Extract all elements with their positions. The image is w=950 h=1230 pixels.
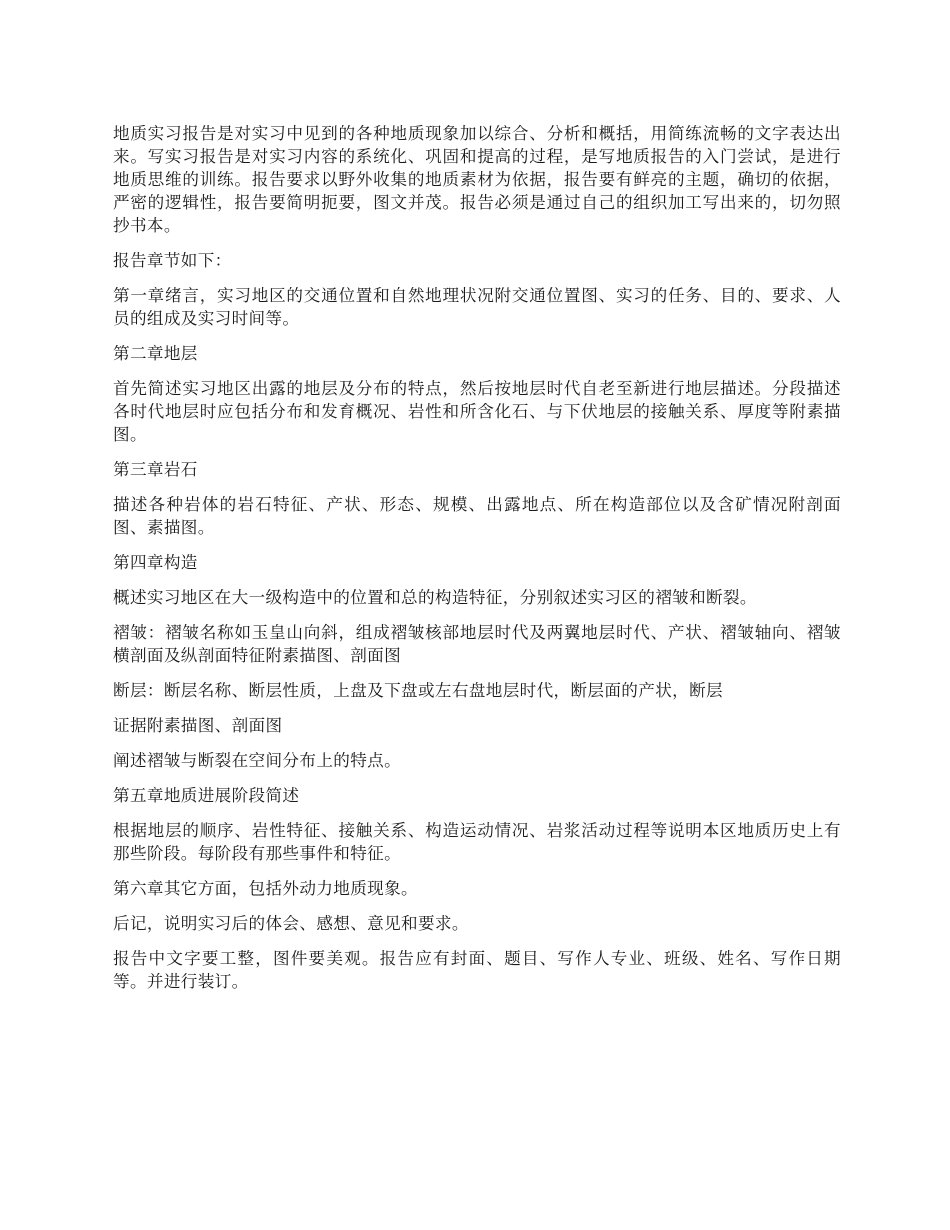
chapter-3-heading: 第三章岩石 <box>113 460 198 479</box>
chapter-2-heading: 第二章地层 <box>113 344 198 363</box>
chapter-5-heading: 第五章地质进展阶段简述 <box>113 786 300 805</box>
fault-evidence-paragraph: 证据附素描图、剖面图 <box>113 716 283 735</box>
chapter-1-paragraph: 第一章绪言，实习地区的交通位置和自然地理状况附交通位置图、实习的任务、目的、要求、人员的组成及实习时间等。 <box>113 286 841 328</box>
formatting-requirements-paragraph: 报告中文字要工整，图件要美观。报告应有封面、题目、写作人专业、班级、姓名、写作日期等。并进行装订。 <box>113 949 841 991</box>
chapters-heading: 报告章节如下： <box>113 251 232 270</box>
chapter-6-paragraph: 第六章其它方面，包括外动力地质现象。 <box>113 879 418 898</box>
intro-paragraph: 地质实习报告是对实习中见到的各种地质现象加以综合、分析和概括，用简练流畅的文字表达出来。写实习报告是对实习内容的系统化、巩固和提高的过程，是写地质报告的入门尝试，是进行地质思维的训练。报告要求以野外收集的地质素材为依据，报告要有鲜亮的主题，确切的依据，严密的逻辑性，报告要简明扼要，图文并茂。报告必须是通过自己的组织加工写出来的，切勿照抄书本。 <box>113 124 841 235</box>
chapter-5-paragraph: 根据地层的顺序、岩性特征、接触关系、构造运动情况、岩浆活动过程等说明本区地质历史上有那些阶段。每阶段有那些事件和特征。 <box>113 821 841 863</box>
postscript-paragraph: 后记，说明实习后的体会、感想、意见和要求。 <box>113 914 469 933</box>
chapter-2-paragraph: 首先简述实习地区出露的地层及分布的特点，然后按地层时代自老至新进行地层描述。分段描述各时代地层时应包括分布和发育概况、岩性和所含化石、与下伏地层的接触关系、厚度等附素描图。 <box>113 379 841 444</box>
spatial-distribution-paragraph: 阐述褶皱与断裂在空间分布上的特点。 <box>113 751 402 770</box>
chapter-4-heading: 第四章构造 <box>113 553 198 572</box>
chapter-3-paragraph: 描述各种岩体的岩石特征、产状、形态、规模、出露地点、所在构造部位以及含矿情况附剖面图、素描图。 <box>113 495 841 537</box>
fold-paragraph: 褶皱：褶皱名称如玉皇山向斜，组成褶皱核部地层时代及两翼地层时代、产状、褶皱轴向、褶皱横剖面及纵剖面特征附素描图、剖面图 <box>113 623 841 665</box>
fault-paragraph: 断层：断层名称、断层性质，上盘及下盘或左右盘地层时代，断层面的产状，断层 <box>113 681 723 700</box>
document-body <box>113 122 841 1005</box>
chapter-4-paragraph: 概述实习地区在大一级构造中的位置和总的构造特征，分别叙述实习区的褶皱和断裂。 <box>113 588 757 607</box>
